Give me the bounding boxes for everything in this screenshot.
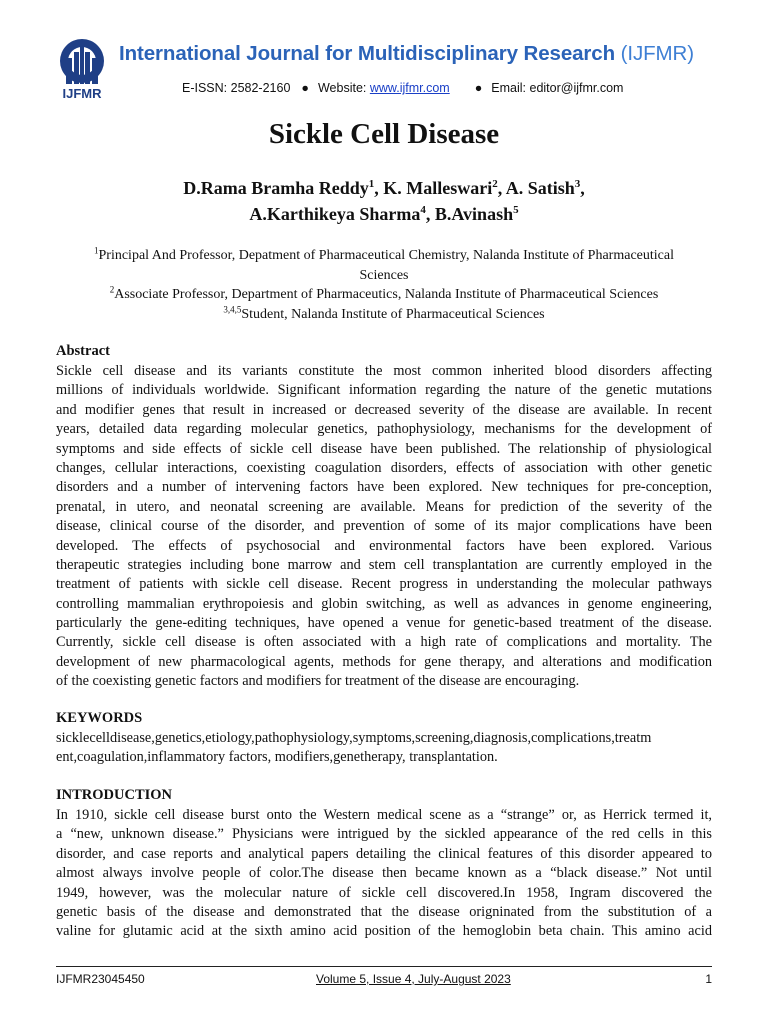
journal-abbr: (IJFMR) xyxy=(620,42,694,65)
bullet-icon: ● xyxy=(474,81,483,95)
volume-issue: Volume 5, Issue 4, July-August 2023 xyxy=(316,972,511,986)
text-line: therapeutic strategies including bone marrow and stem cell transplantation are currently employed in the xyxy=(56,556,712,573)
introduction-heading: INTRODUCTION xyxy=(56,787,173,803)
text-line: treatment of patients with sickle cell disease. Recent progress in understanding the molecular pathways xyxy=(56,576,712,593)
affiliations xyxy=(56,246,712,324)
abstract-text xyxy=(56,362,712,692)
author-affiliation-mark: 5 xyxy=(513,204,519,216)
text-line: disorder, and case reports and analytical papers detailing the clinical features of this disorder appeared to xyxy=(56,845,712,862)
text-line: of the coexisting genetic factors and modifiers for treatment of the disease are encouraging. xyxy=(56,673,580,690)
website-label: Website: xyxy=(317,81,367,95)
author-affiliation-mark: 2 xyxy=(492,178,498,190)
text-line: genetic basis of the disease and demonstrated that the disease origninated from the substitution of a xyxy=(56,903,712,920)
text-line: controlling mammalian erythropoiesis and globin switching, as well as advances in genome engineering, xyxy=(56,595,712,612)
website-link[interactable]: www.ijfmr.com xyxy=(369,81,450,95)
author-separator: , xyxy=(580,178,585,198)
journal-name: International Journal for Multidisciplinary Research xyxy=(119,42,616,65)
text-line: and modifier genes that result in increased or decreased severity of the disease are available. In recent xyxy=(56,401,712,418)
bullet-icon: ● xyxy=(301,81,309,95)
text-line: disorders and a number of intervening factors have been explored. New techniques for pre-conception, xyxy=(56,479,712,496)
keywords-text xyxy=(56,729,712,768)
text-line: valine for glutamic acid at the sixth amino acid position of the hemoglobin beta chain. This amino acid xyxy=(56,923,712,940)
authors-line-2 xyxy=(0,204,768,225)
journal-title xyxy=(119,42,694,66)
affiliation-line xyxy=(56,266,712,286)
email: Email: editor@ijfmr.com xyxy=(491,81,624,95)
text-line: In 1910, sickle cell disease burst onto the Western medical scene as a “strange” or, as Herrick termed it, xyxy=(56,807,712,823)
affiliation-line xyxy=(56,285,712,305)
text-line: development of new pharmacological agents, methods for gene therapy, and alterations and modification xyxy=(56,653,712,670)
affiliation-line xyxy=(56,246,712,266)
svg-text:IJFMR: IJFMR xyxy=(62,86,102,100)
author-affiliation-mark: 3 xyxy=(574,178,581,190)
authors-line-1 xyxy=(0,178,768,199)
text-line: disease, clinical course of the disorder, and prevention of some of its major complications have been xyxy=(56,518,712,535)
author-name: K. Malleswari xyxy=(383,178,493,198)
affiliation-text: Sciences xyxy=(359,267,409,283)
abstract-heading: Abstract xyxy=(56,343,110,359)
affiliation-mark: 1 xyxy=(94,245,99,256)
paper-id: IJFMR23045450 xyxy=(56,972,145,986)
text-line: a “new, unknown disease.” Physicians were intrigued by the sickled appearance of the red cells in this xyxy=(56,826,712,843)
author-name: B.Avinash xyxy=(434,204,514,224)
affiliation-mark: 2 xyxy=(109,284,115,295)
author-affiliation-mark: 4 xyxy=(420,204,426,216)
author-name: A.Karthikeya Sharma xyxy=(249,204,421,224)
text-line: millions of individuals worldwide. Significant information regarding the nature of the genetic mutations xyxy=(56,382,712,399)
author-separator: , xyxy=(425,204,435,224)
affiliation-text: Associate Professor, Department of Pharmaceutics, Nalanda Institute of Pharmaceutical Sciences xyxy=(114,287,659,302)
text-line: particularly the gene-editing techniques, have opened a venue for genetic-based treatment of the disease. xyxy=(56,615,712,632)
text-line: years, detailed data regarding molecular genetics, pathophysiology, mechanisms for the development of xyxy=(56,421,712,438)
text-line: sicklecelldisease,genetics,etiology,pathophysiology,symptoms,screening,diagnosis,complications,treatm xyxy=(56,730,652,746)
text-line: changes, cellular interactions, coexisting coagulation disorders, effects of association with other genetic xyxy=(56,459,712,476)
affiliation-mark: 3,4,5 xyxy=(223,303,242,314)
affiliation-line xyxy=(56,305,712,325)
text-line: prenatal, in utero, and neonatal screening are available. Means for prediction of the severity of the xyxy=(56,498,712,515)
ijfmr-logo-icon xyxy=(56,38,108,100)
eissn: E-ISSN: 2582-2160 xyxy=(182,81,291,95)
author-separator: , xyxy=(374,178,384,198)
journal-header xyxy=(56,34,716,104)
text-line: Currently, sickle cell disease is often associated with a high rate of complications and mortality. The xyxy=(56,634,712,651)
footer-divider xyxy=(56,966,712,967)
text-line: ent,coagulation,inflammatory factors, modifiers,genetherapy, transplantation. xyxy=(56,749,498,766)
author-name: A. Satish xyxy=(505,178,575,198)
affiliation-text: Principal And Professor, Depatment of Pharmaceutical Chemistry, Nalanda Institute of Pharmaceutical xyxy=(98,248,674,263)
author-name: D.Rama Bramha Reddy xyxy=(183,178,369,198)
paper-title: Sickle Cell Disease xyxy=(268,118,500,150)
introduction-text xyxy=(56,806,712,942)
text-line: symptoms and side effects of sickle cell disease have been published. The relationship of physiological xyxy=(56,440,712,457)
journal-contact xyxy=(182,81,623,95)
author-separator: , xyxy=(497,178,506,198)
page-number: 1 xyxy=(705,972,712,986)
author-affiliation-mark: 1 xyxy=(368,178,375,190)
text-line: 1949, however, was the molecular nature of sickle cell discovered.In 1958, Ingram discovered the xyxy=(56,884,712,901)
text-line: developed. The effects of psychosocial and environmental factors have been explored. Various xyxy=(56,537,712,554)
text-line: almost always involve people of color.The disease then became known as a “black disease.” Not until xyxy=(56,865,712,882)
affiliation-text: Student, Nalanda Institute of Pharmaceutical Sciences xyxy=(241,306,545,322)
keywords-heading: KEYWORDS xyxy=(56,710,143,726)
text-line: Sickle cell disease and its variants constitute the most common inherited blood disorders affecting xyxy=(56,363,712,379)
